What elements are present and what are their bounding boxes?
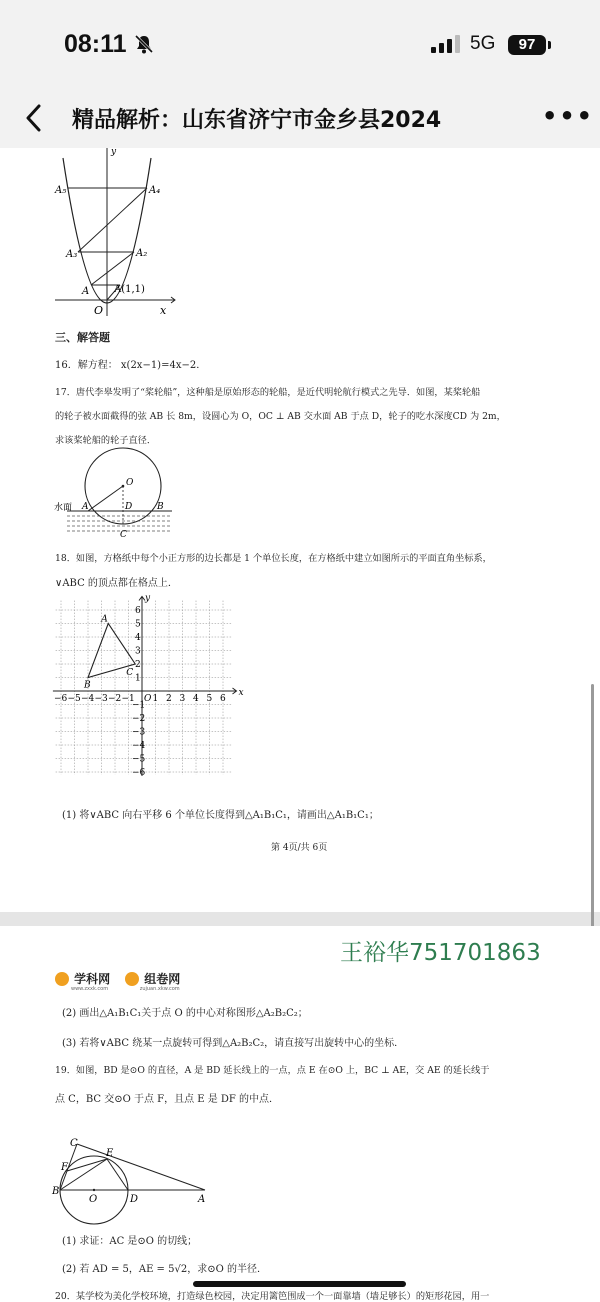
status-bar bbox=[0, 0, 600, 88]
x-tick-label: −3 bbox=[94, 694, 108, 704]
origin-label: O bbox=[144, 694, 152, 704]
page-number: 第 4页/共 6页 bbox=[271, 843, 328, 853]
y-tick-label: −3 bbox=[132, 727, 146, 738]
title-fade bbox=[480, 88, 524, 148]
x-tick-label: −4 bbox=[81, 694, 95, 704]
bell-muted-icon bbox=[133, 33, 155, 55]
x-axis-label: x bbox=[238, 688, 244, 698]
xueke-logo-text: 学科网 bbox=[74, 972, 111, 986]
document-page-5 bbox=[0, 926, 600, 1300]
x-tick-label: 4 bbox=[193, 694, 199, 704]
zujuan-logo-text: 组卷网 bbox=[144, 972, 181, 986]
y-tick-label: 2 bbox=[135, 660, 141, 670]
x-tick-label: 1 bbox=[152, 694, 159, 704]
label-a1: A bbox=[82, 286, 90, 297]
label-a3: A₃ bbox=[66, 249, 78, 260]
question-17-line1: 17．唐代李皋发明了“桨轮船”，这种船是原始形态的轮船，是近代明轮航行模式之先导．如图，某桨轮船 bbox=[55, 387, 481, 398]
question-18-sub3: (3) 若将∨ABC 绕某一点旋转可得到△A₂B₂C₂，请直接写出旋转中心的坐标． bbox=[62, 1038, 405, 1049]
y-tick-label: 1 bbox=[135, 673, 141, 684]
watermark: 王裕华751701863 bbox=[340, 940, 541, 966]
zujuan-url: zujuan.xkw.com bbox=[139, 986, 180, 992]
question-19-sub2: (2) 若 AD = 5，AE = 5√2，求⊙O 的半径． bbox=[62, 1264, 267, 1275]
y-tick-label: −6 bbox=[132, 768, 146, 778]
fig19-label-f: F bbox=[61, 1162, 68, 1173]
label-a: A bbox=[82, 502, 89, 512]
x-tick-label: 6 bbox=[220, 694, 226, 704]
label-d: D bbox=[125, 502, 133, 512]
fig19-label-d: D bbox=[130, 1194, 139, 1205]
vertex-b-label: B bbox=[84, 680, 91, 691]
page-separator bbox=[0, 912, 600, 926]
fig19-label-b: B bbox=[52, 1186, 60, 1197]
y-tick-label: −2 bbox=[132, 714, 146, 724]
battery-level: 97 bbox=[508, 35, 546, 55]
battery-tip bbox=[548, 41, 551, 49]
label-b: B bbox=[157, 502, 164, 512]
x-tick-label: −6 bbox=[54, 694, 68, 704]
wheel-figure bbox=[52, 444, 182, 538]
x-tick-label: 3 bbox=[179, 694, 186, 704]
question-18-line2: ∨ABC 的顶点都在格点上． bbox=[55, 578, 178, 589]
y-tick-label: 6 bbox=[135, 606, 141, 616]
question-17-line3: 求该桨轮船的轮子直径． bbox=[55, 435, 157, 446]
x-tick-label: 2 bbox=[166, 694, 172, 704]
label-point: A(1,1) bbox=[114, 284, 145, 295]
label-a4: A₄ bbox=[149, 185, 161, 196]
label-a2: A₂ bbox=[136, 248, 148, 259]
fig19-label-e: E bbox=[106, 1148, 114, 1159]
question-18-line1: 18．如图，方格纸中每个小正方形的边长都是 1 个单位长度，在方格纸中建立如图所示的平面直角坐标系， bbox=[55, 553, 492, 564]
question-19-sub1: (1) 求证：AC 是⊙O 的切线； bbox=[62, 1236, 198, 1247]
vertex-c-label: C bbox=[126, 668, 134, 678]
y-tick-label: 4 bbox=[135, 633, 141, 643]
x-tick-label: −5 bbox=[67, 694, 81, 704]
x-tick-label: 5 bbox=[206, 694, 213, 704]
xueke-logo-icon bbox=[55, 972, 69, 986]
question-16: 16．解方程： x(2x−1)=4x−2． bbox=[55, 360, 207, 371]
page-title: 精品解析：山东省济宁市金乡县2024 bbox=[72, 108, 442, 133]
document-page-4 bbox=[0, 148, 600, 912]
signal-icon bbox=[431, 35, 461, 53]
label-y-axis: y bbox=[111, 148, 117, 157]
nav-bar bbox=[0, 88, 600, 148]
more-icon[interactable]: ••• bbox=[542, 102, 595, 130]
y-tick-label: −5 bbox=[132, 754, 146, 765]
label-x-axis: x bbox=[160, 304, 167, 317]
scrollbar[interactable] bbox=[591, 684, 594, 936]
label-a5: A₅ bbox=[55, 185, 67, 196]
label-water: 水面 bbox=[54, 503, 73, 513]
status-time: 08:11 bbox=[64, 30, 127, 58]
network-type: 5G bbox=[470, 33, 496, 54]
x-tick-label: −1 bbox=[121, 694, 135, 704]
question-19-line2: 点 C，BC 交⊙O 于点 F，且点 E 是 DF 的中点． bbox=[55, 1094, 280, 1105]
label-c: C bbox=[120, 530, 127, 538]
x-tick-label: −2 bbox=[108, 694, 122, 704]
y-axis-label: y bbox=[145, 594, 151, 604]
question-18-sub2: (2) 画出△A₁B₁C₁关于点 O 的中心对称图形△A₂B₂C₂； bbox=[62, 1008, 308, 1019]
label-o: O bbox=[126, 478, 134, 488]
chevron-left-icon[interactable] bbox=[22, 100, 46, 136]
y-tick-label: 5 bbox=[135, 619, 141, 630]
label-origin: O bbox=[94, 304, 104, 317]
fig19-label-c: C bbox=[70, 1138, 78, 1149]
y-tick-label: −1 bbox=[132, 700, 146, 711]
question-20: 20．某学校为美化学校环境，打造绿色校园，决定用篱笆围成一个一面靠墙（墙足够长）的矩形花园，用一 bbox=[55, 1291, 490, 1302]
home-indicator[interactable] bbox=[193, 1281, 406, 1287]
fig19-label-a: A bbox=[198, 1194, 206, 1205]
zujuan-logo-icon bbox=[125, 972, 139, 986]
question-18-sub1: (1) 将∨ABC 向右平移 6 个单位长度得到△A₁B₁C₁，请画出△A₁B₁C₁； bbox=[62, 810, 379, 821]
parabola-figure bbox=[50, 148, 180, 318]
xueke-url: www.zxxk.com bbox=[71, 986, 109, 992]
y-tick-label: 3 bbox=[135, 646, 141, 657]
question-17-line2: 的轮子被水面截得的弦 AB 长 8m，设圆心为 O，OC ⊥ AB 交水面 AB 于点 D，轮子的吃水深度CD 为 2m， bbox=[55, 411, 506, 422]
tangent-figure bbox=[50, 1134, 212, 1228]
fig19-label-o: O bbox=[89, 1194, 98, 1205]
y-tick-label: −4 bbox=[132, 741, 146, 751]
vertex-a-label: A bbox=[101, 614, 108, 625]
logos bbox=[55, 968, 180, 992]
section-heading: 三、解答题 bbox=[55, 331, 110, 344]
coordinate-grid bbox=[52, 594, 252, 784]
question-19-line1: 19．如图，BD 是⊙O 的直径，A 是 BD 延长线上的一点，点 E 在⊙O 上，BC ⊥ AE，交 AE 的延长线于 bbox=[55, 1065, 490, 1076]
